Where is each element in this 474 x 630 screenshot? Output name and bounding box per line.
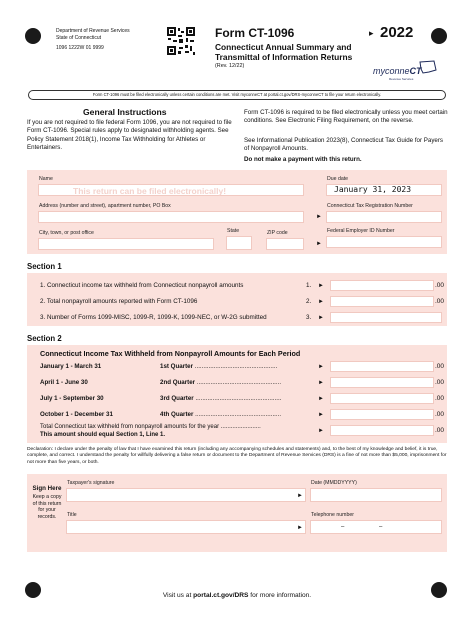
instructions-publication: See Informational Publication 2023(8), Connecticut Tax Guide for Payers of Nonpayroll Amounts. [244,137,444,153]
q2-amount[interactable] [330,377,434,388]
q4-amount[interactable] [330,409,434,420]
q2-arrow-icon: ► [318,380,324,386]
state-field[interactable] [226,236,252,250]
signature-arrow-icon: ► [297,493,303,499]
zip-arrow-icon: ► [316,241,322,247]
q3-decimal: .00 [435,395,445,402]
telephone-label: Telephone number [311,512,354,518]
section1-line1-text: 1. Connecticut income tax withheld from Connecticut nonpayroll amounts [40,282,244,289]
section1-line2-decimal: .00 [435,298,445,305]
sign-here-note: Keep a copy of this return for your records. [32,494,62,520]
instructions-left-paragraph: If you are not required to file federal Form 1096, you are not required to file Form CT-1096. Special rules apply to designated withholding agents. See Policy Statement 2018(1), Income Tax Withholding for Athletes or Entertainers. [27,119,232,151]
total-arrow-icon: ► [318,428,324,434]
section1-line1-arrow-icon: ► [318,283,324,289]
q1-amount[interactable] [330,361,434,372]
address-field[interactable] [38,211,304,223]
q2-period: April 1 - June 30 [40,379,88,386]
q4-arrow-icon: ► [318,412,324,418]
fein-field[interactable] [326,236,442,248]
sign-here-title: Sign Here [32,485,62,492]
zip-label: ZIP code [267,230,288,236]
qr-code [166,26,196,56]
q1-period: January 1 - March 31 [40,363,102,370]
signature-label: Taxpayer's signature [67,480,115,486]
myconnect-logo-tag: Revenue Services [389,77,414,81]
city-field[interactable] [38,238,214,250]
registration-mark-top-left [25,28,41,44]
revision-date: (Rev. 12/22) [215,63,245,69]
q1-label: 1st Quarter ................................................ [160,363,278,370]
registration-number-label: Connecticut Tax Registration Number [327,203,413,209]
section1-title: Section 1 [27,262,62,271]
registration-mark-top-right [431,28,447,44]
name-watermark: This return can be filed electronically! [73,186,227,196]
due-date-label: Due date [327,176,349,182]
form-title: Form CT-1096 [215,26,295,40]
registration-number-field[interactable] [326,211,442,223]
footer-text: Visit us at portal.ct.gov/DRS for more information. [162,592,312,599]
section2-heading: Connecticut Income Tax Withheld from Nonpayroll Amounts for Each Period [40,349,301,358]
instructions-electronic-requirement: Form CT-1096 is required to be filed electronically unless you meet certain conditions. See Electronic Filing Requirement, on the reverse. [244,109,448,125]
q4-period: October 1 - December 31 [40,411,113,418]
total-withheld-label: Total Connecticut tax withheld from nonpayroll amounts for the year ........................ [40,424,261,430]
telephone-dash-1: – [341,524,345,530]
telephone-dash-2: – [379,524,383,530]
instructions-no-payment: Do not make a payment with this return. [244,156,362,163]
address-label: Address (number and street), apartment number, PO Box [39,203,171,209]
section1-line2-amount[interactable] [330,296,434,307]
section1-line2-text: 2. Total nonpayroll amounts reported with Form CT-1096 [40,298,198,305]
section1-line1-decimal: .00 [435,282,445,289]
q1-decimal: .00 [435,363,445,370]
q3-amount[interactable] [330,393,434,404]
total-withheld-amount[interactable] [330,425,434,436]
title-field[interactable] [66,520,306,534]
telephone-field[interactable] [310,520,442,534]
department-name: Department of Revenue Services [56,28,130,34]
form-subtitle-line2: Transmittal of Information Returns [215,52,353,62]
q4-label: 4th Quarter .................................................. [160,411,282,418]
section1-line3-text: 3. Number of Forms 1099-MISC, 1099-R, 1099-K, 1099-NEC, or W-2G submitted [40,314,267,321]
q2-label: 2nd Quarter ................................................. [160,379,282,386]
form-subtitle-line1: Connecticut Annual Summary and [215,42,352,52]
form-code: 1096 1222W 01 9999 [56,45,104,51]
footer-link[interactable]: portal.ct.gov/DRS [193,592,249,599]
q3-arrow-icon: ► [318,396,324,402]
name-label: Name [39,176,53,182]
signature-field[interactable] [66,488,306,502]
connecticut-map-icon [419,60,437,74]
title-label: Title [67,512,77,518]
instructions-heading: General Instructions [83,107,167,117]
section1-line2-arrow-icon: ► [318,299,324,305]
date-field[interactable] [310,488,442,502]
myconnect-logo: myconneCT [373,66,422,76]
date-label: Date (MMDDYYYY) [311,480,357,486]
zip-field[interactable] [266,238,304,250]
section2-title: Section 2 [27,334,62,343]
total-withheld-decimal: .00 [435,427,445,434]
name-field[interactable] [38,184,304,196]
electronic-filing-notice: Form CT-1096 must be filed electronically unless certain conditions are met. Visit myconneCT at portal.ct.gov/DRS-myconneCT to file your return electronically. [28,90,446,100]
section1-line1-number: 1. [306,282,312,289]
section1-line1-amount[interactable] [330,280,434,291]
q2-decimal: .00 [435,379,445,386]
year-arrow-icon: ▸ [369,28,374,38]
city-label: City, town, or post office [39,230,94,236]
q1-arrow-icon: ► [318,364,324,370]
section1-line2-number: 2. [306,298,312,305]
due-date-field [326,184,442,196]
section1-line3-number: 3. [306,314,312,321]
address-arrow-icon: ► [316,214,322,220]
tax-year: 2022 [380,24,414,41]
state-name: State of Connecticut [56,35,102,41]
state-label: State [227,228,240,234]
due-date-value: January 31, 2023 [334,185,412,194]
fein-label: Federal Employer ID Number [327,228,395,234]
total-withheld-note: This amount should equal Section 1, Line 1. [40,432,166,438]
title-arrow-icon: ► [297,525,303,531]
section1-line3-count[interactable] [330,312,442,323]
declaration-text: Declaration: I declare under the penalty of law that I have examined this return (including any accompanying schedules and statements) and, to the best of my knowledge and belief, it is true, complete, and correct. I understand the penalty for willfully delivering a false return or document to the Department of Revenue Services (DRS) is a fine of not more than $5,000, imprisonment for not more than five years, or both. [27,447,447,465]
q4-decimal: .00 [435,411,445,418]
section1-line3-arrow-icon: ► [318,315,324,321]
q3-label: 3rd Quarter .................................................. [160,395,282,402]
q3-period: July 1 - September 30 [40,395,104,402]
